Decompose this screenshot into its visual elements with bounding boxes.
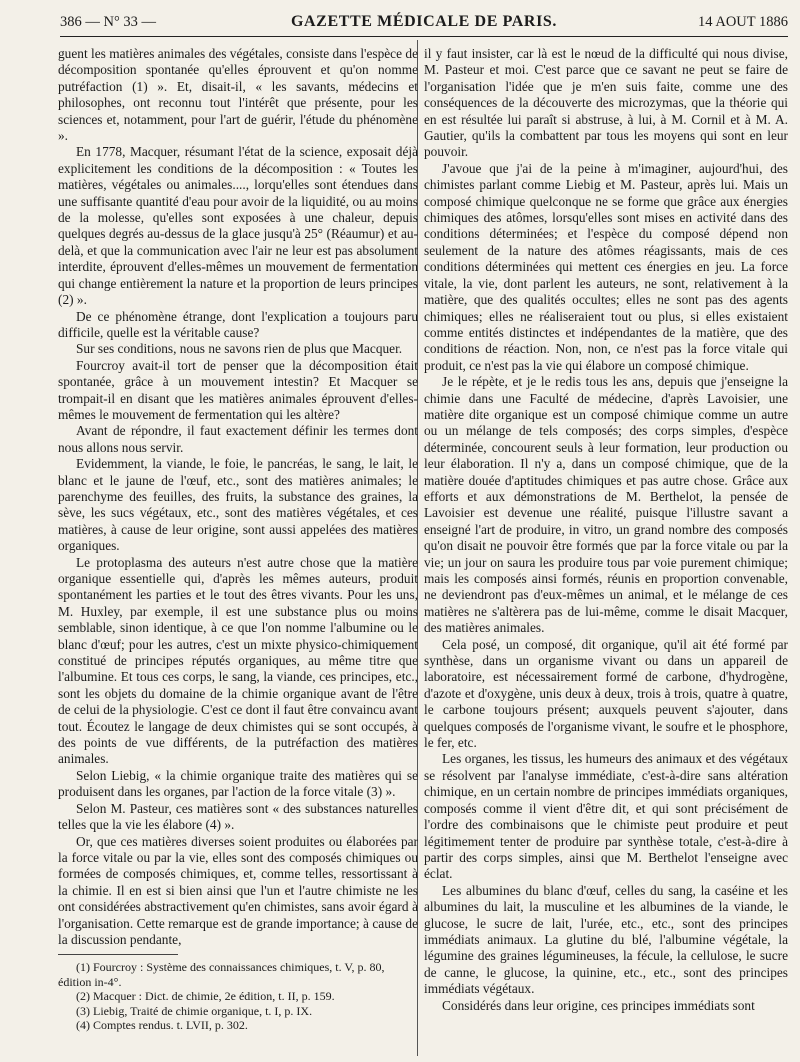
paragraph: Je le répète, et je le redis tous les ans, depuis que j'enseigne la chimie dans une Faculté de médecine, d'après Lavoisier, une matière dite organique est un composé chimique comme un autre ou un mélange de tels composés; des corps simples, d'espèce déterminée, concourent seuls à leur formation, leur production ou leur élaboration. Il n'y a, dans un composé chimique, que de la matière douée d'aptitudes chimiques et pas autre chose. Grâce aux efforts et aux démonstrations de M. Berthelot, la pensée de Lavoisier est devenue une réalité, puisque l'illustre savant a enseigné l'art de produire, in vitro, un grand nombre des composés qu'on disait ne pouvoir être formés que par la force vitale ou par la vie; un jour on saura les produire tous par voie purement chimique; mais les composés ainsi formés, réunis en proportion convenable, ne deviendront pas d'eux-mêmes un animal, et le mélange de ces matières ne s'altèrera pas de lui-même, comme le disait Macquer, des matières animales. xyxy=(424,374,788,636)
left-column xyxy=(58,46,418,1056)
paragraph: Selon M. Pasteur, ces matières sont « des substances naturelles telles que la vie les élabore (4) ». xyxy=(58,800,418,833)
journal-title: GAZETTE MÉDICALE DE PARIS. xyxy=(290,13,557,30)
paragraph: Considérés dans leur origine, ces principes immédiats sont xyxy=(442,997,755,1013)
issue-date: 14 AOUT 1886 xyxy=(698,14,788,30)
footnote: (4) Comptes rendus. t. LVII, p. 302. xyxy=(76,1017,248,1032)
footnote: (3) Liebig, Traité de chimie organique, t. I, p. IX. xyxy=(76,1003,313,1018)
paragraph: De ce phénomène étrange, dont l'explication a toujours paru difficile, quelle est la véritable cause? xyxy=(58,308,418,340)
paragraph: Selon Liebig, « la chimie organique traite des matières qui se produisent dans les organes, par l'action de la force vitale (3) ». xyxy=(58,767,418,800)
right-column xyxy=(424,46,788,1056)
paragraph: Or, que ces matières diverses soient produites ou élaborées par la force vitale ou par la vie, elles sont des composés chimiques ou formées de composés chimiques, et, comme telles, ressortissant à la chimie. Il en est si bien ainsi que l'un et l'autre chimiste ne les ont considérées abstractivement qu'en chimistes, sans avoir égard à l'organisation. Cette remarque est de grande importance; à cause de la discussion pendante, xyxy=(58,833,418,947)
paragraph: Avant de répondre, il faut exactement définir les termes dont nous allons nous servir. xyxy=(58,423,418,455)
paragraph: guent les matières animales des végétales, consiste dans l'espèce de décomposition spontanée qu'elles éprouvent et qu'on nomme putréfaction (1) ». Et, disait-il, « les savants, médecins et philosophes, ont reconnu tout l'intérêt que présente, pour les sciences et, notamment, pour l'art de guérir, l'étude du phénomène ». xyxy=(58,46,418,144)
paragraph: Sur ses conditions, nous ne savons rien de plus que Macquer. xyxy=(76,341,403,357)
paragraph: J'avoue que j'ai de la peine à m'imaginer, aujourd'hui, des chimistes parlant comme Liebig et M. Pasteur, après lui. Mais un composé chimique quelconque ne se forme que grâce aux énergies chimiques des atômes, lorsqu'elles sont mises en activité dans des conditions déterminées; et l'espèce du composé dépend non seulement de la nature des atômes réagissants, mais de ces conditions déterminées qui mettent ces énergies en jeu. La force vitale, la vie, dont parlent les auteurs, ne sont, relativement à la matière, que des qualités occultes; elles ne sont pas des agents chimiques; elles ne réaliseraient tout ou plus, si elles existaient comme entités distinctes et indépendantes de la matière, que des conditions de réaction. Non, non, ce n'est pas la force vitale qui produit, ce n'est pas la vie qui élabore un composé chimique. xyxy=(424,160,788,373)
page-number: 386 — N° 33 — xyxy=(60,14,157,30)
paragraph: Evidemment, la viande, le foie, le pancréas, le sang, le lait, le blanc et le jaune de l'œuf, etc., sont des matières animales; le parenchyme des feuilles, des fruits, la substance des graines, la sève, les sucs végétaux, etc., sont des matières végétales, et ces matières, à cause de leur origine, sont aussi appelées des matières organiques. xyxy=(58,456,418,554)
paragraph: Les albumines du blanc d'œuf, celles du sang, la caséine et les albumines du lait, la musculine et les albumines de la viande, le glucose, le sucre de lait, l'urée, etc., etc., sont des principes immédiats animaux. La glutine du blé, l'albumine végétale, la légumine des graines légumineuses, la fécule, la cellulose, le sucre de canne, le glucose, la quinine, etc., etc., sont des principes immédiats végétaux. xyxy=(424,882,788,997)
footnote-rule xyxy=(58,954,178,955)
footnote: (1) Fourcroy : Système des connaissances chimiques, t. V, p. 80, édition in-4°. xyxy=(58,960,385,989)
paragraph: Cela posé, un composé, dit organique, qu'il ait été formé par synthèse, dans un organisme vivant ou dans un appareil de laboratoire, est nécessairement formé de carbone, d'hydrogène, d'azote et d'oxygène, unis deux à deux, trois à trois, quatre à quatre, le carbone toujours présent; auxquels peuvent s'ajouter, dans quelques composés de l'organisme vivant, le soufre et le phosphore, le fer, etc. xyxy=(424,636,788,751)
footnote: (2) Macquer : Dict. de chimie, 2e édition, t. II, p. 159. xyxy=(76,989,335,1004)
paragraph: il y faut insister, car là est le nœud de la difficulté qui nous divise, M. Pasteur et moi. C'est parce que ce savant ne peut se faire de l'organisation l'idée que je m'en suis faite, comme une des conséquences de la découverte des microzymas, que la théorie qui en est résultée lui paraît si abstruse, à lui, à M. Cornil et à M. A. Gautier, qu'ils la combattent par tous les moyens qui sont en leur pouvoir. xyxy=(424,46,788,160)
page-header xyxy=(60,10,788,37)
paragraph: Fourcroy avait-il tort de penser que la décomposition était spontanée, grâce à un mouvement intestin? Et Macquer se trompait-il en disant que les matières animales éprouvent d'elles-mêmes le mouvement de fermentation qui les altère? xyxy=(58,357,418,422)
paragraph: Le protoplasma des auteurs n'est autre chose que la matière organique essentielle qui, d'après les mêmes auteurs, produit spontanément les parties et le tout des êtres vivants. Pour les uns, M. Huxley, par exemple, il est une substance plus ou moins semblable, sinon identique, à ce que l'on nomme l'albumine ou le blanc d'œuf; pour les autres, c'est un mixte physico-chimiquement constitué de principes réputés organiques, au même titre que l'albumine. Et tous ces corps, le sang, la viande, ces principes, etc., sont les objets du domaine de la chimie organique avant de l'être de celui de la physiologie. C'est ce dont il faut être convaincu avant tout. Écoutez le langage de deux chimistes qui se sont occupés, à des points de vue différents, de la putréfaction des matières animales. xyxy=(58,554,418,767)
paragraph: En 1778, Macquer, résumant l'état de la science, exposait déjà explicitement les conditions de la décomposition : « Toutes les matières, végétales ou animales...., lorqu'elles sont étendues dans une suffisante quantité d'eau pour avoir de la liquidité, ou au moins de la molesse, qu'elles sont exposées à une chaleur, depuis quelques degrés au-dessus de la glace jusqu'à 25° (Réaumur) et au-delà, et que la communication avec l'air ne leur est pas absolument interdite, éprouvent d'elles-mêmes un mouvement de fermentation qui change entièrement la nature et la proportion de leurs principes (2) ». xyxy=(58,144,418,308)
paragraph: Les organes, les tissus, les humeurs des animaux et des végétaux se résolvent par l'analyse immédiate, c'est-à-dire sans altération chimique, en un certain nombre de principes immédiats organiques, composés comme il vient d'être dit, et qui sont précisément de l'ordre des combinaisons que le chimiste peut produire et peut légitimement tenter de produire par synthèse totale, c'est-à-dire à partir des corps simples, ainsi que M. Berthelot l'enseigne avec éclat. xyxy=(424,751,788,882)
